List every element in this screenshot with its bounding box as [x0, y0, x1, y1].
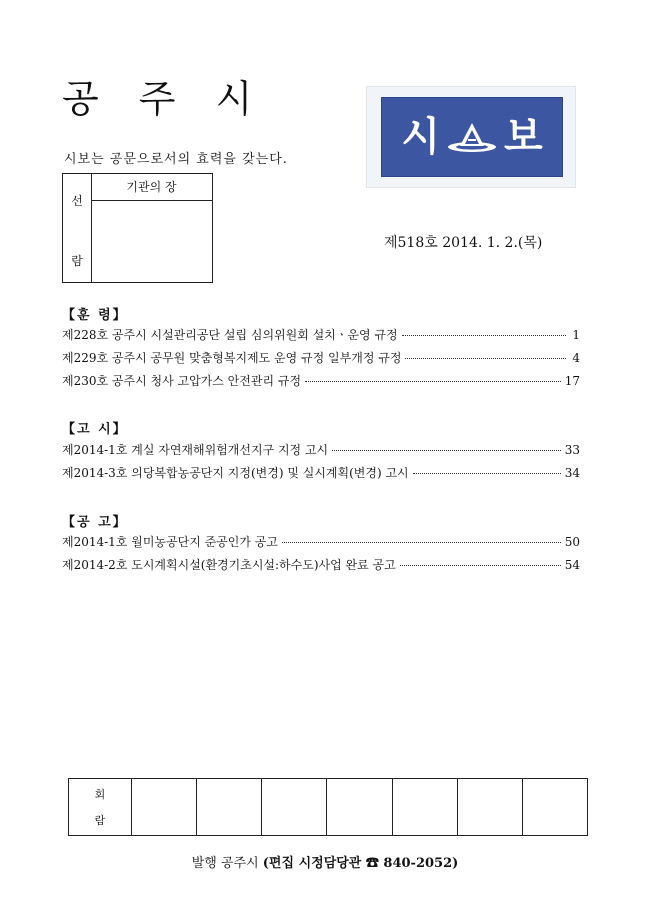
toc-entry-title: 제230호 공주시 청사 고압가스 안전관리 규정 [62, 374, 302, 388]
sibo-logo-plate [381, 97, 563, 177]
toc-entry-title: 제2014-2호 도시계획시설(환경기초시설:하수도)사업 완료 공고 [62, 558, 396, 572]
toc-entry-page: 4 [572, 351, 580, 365]
dot-leader [305, 381, 561, 382]
toc-entry[interactable] [62, 441, 580, 461]
toc-entry-title: 제2014-1호 계실 자연재해위험개선지구 지정 고시 [62, 443, 329, 457]
dot-leader [405, 358, 566, 359]
toc-entry-title: 제229호 공주시 공무원 맞춤형복지제도 운영 규정 일부개정 규정 [62, 351, 402, 365]
sibo-logo [366, 86, 576, 188]
signature-cell [393, 779, 458, 835]
signature-cell [458, 779, 523, 835]
issue-number-date: 제518호 2014. 1. 2.(목) [384, 235, 543, 251]
circulation-box [62, 173, 213, 283]
signature-cell [327, 779, 392, 835]
toc-entry[interactable] [62, 372, 580, 392]
circulation-label-top: 선 [71, 194, 83, 208]
circulation-label-bottom: 람 [71, 254, 83, 268]
toc-entry[interactable] [62, 556, 580, 576]
toc-entry-page: 34 [564, 466, 580, 480]
validity-notice: 시보는 공문으로서의 효력을 갖는다. [64, 152, 288, 167]
publisher-contact: (편집 시정담당관 ☎ 840-2052) [262, 856, 459, 871]
toc-entry[interactable] [62, 533, 580, 553]
toc-entry-title: 제2014-1호 월미농공단지 준공인가 공고 [62, 535, 278, 549]
logo-char-left: 시 [401, 114, 440, 160]
signature-cell [523, 779, 587, 835]
signature-cell [197, 779, 262, 835]
city-title: 공 주 시 [62, 77, 267, 121]
logo-char-right: 보 [504, 114, 543, 160]
toc-entry-page: 50 [564, 535, 580, 549]
toc-entry[interactable] [62, 464, 580, 484]
circulation-bar-label-top: 회 [94, 788, 106, 801]
dot-leader [400, 565, 561, 566]
dot-leader [402, 335, 566, 336]
circulation-bar-label-bottom: 람 [94, 814, 106, 827]
circulation-bar-label [69, 779, 132, 835]
signature-cell [132, 779, 197, 835]
toc-entry-page: 33 [564, 443, 580, 457]
publisher-prefix: 발행 공주시 [191, 856, 263, 871]
dot-leader [413, 473, 561, 474]
emblem-icon [446, 117, 498, 157]
circulation-header: 기관의 장 [91, 174, 212, 201]
signature-cell [262, 779, 327, 835]
toc-entry-page: 54 [564, 558, 580, 572]
circulation-label-column [63, 174, 92, 282]
toc-entry-title: 제2014-3호 의당복합농공단지 지정(변경) 및 실시계획(변경) 고시 [62, 466, 409, 480]
section-heading-announcements: 【공 고】 [62, 515, 128, 530]
publisher-footer [0, 852, 650, 871]
toc-entry-page: 17 [564, 374, 580, 388]
dot-leader [332, 450, 561, 451]
toc-entry[interactable] [62, 326, 580, 346]
section-heading-notifications: 【고 시】 [62, 422, 128, 437]
section-heading-directives: 【훈 령】 [62, 308, 128, 323]
toc-entry-page: 1 [572, 328, 580, 342]
circulation-bar [68, 778, 588, 836]
toc-entry[interactable] [62, 349, 580, 369]
dot-leader [282, 542, 561, 543]
toc-entry-title: 제228호 공주시 시설관리공단 설립 심의위원회 설치ㆍ운영 규정 [62, 328, 398, 342]
